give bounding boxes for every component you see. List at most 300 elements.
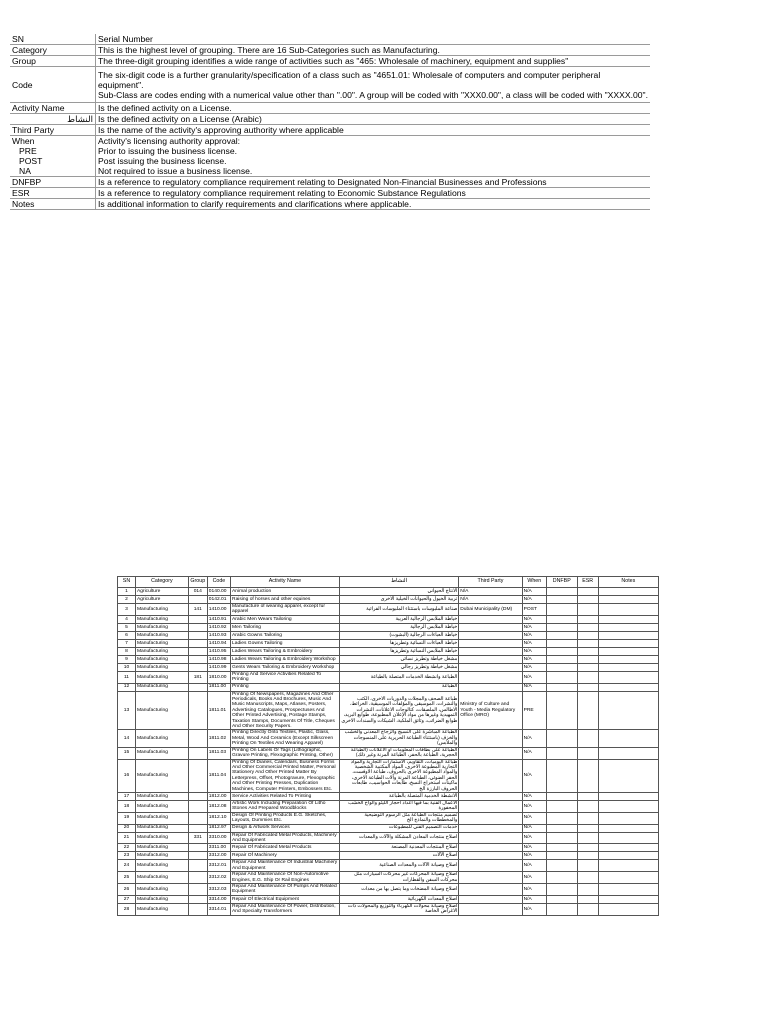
cell-sn: 6 [118,631,136,639]
cell-activity-name-arabic: الطباعة على بطاقات المعلومات أو الاعلانات (الطباعة الحجرية، الطباعة بالحفر، الطباعة المرنة وغير ذلك) [339,747,458,759]
cell-when: N/A [522,824,546,832]
cell-when: PRE [522,691,546,730]
cell-when: N/A [522,800,546,812]
cell-sn: 1 [118,588,136,596]
cell-activity-name-arabic: خياطة العباءات الرجالية (البشوت) [339,631,458,639]
cell-esr [577,800,598,812]
cell-when: POST [522,604,546,616]
table-row [118,655,659,663]
cell-code: 1410.94 [207,639,230,647]
cell-category: Manufacturing [135,895,188,903]
cell-sn: 16 [118,759,136,792]
cell-dnfbp [546,663,577,671]
cell-activity-name-arabic: خياطة الملابس الرجالية العربية [339,615,458,623]
cell-category: Manufacturing [135,663,188,671]
cell-code: 1810.00 [207,671,230,683]
cell-code: 3312.00 [207,852,230,860]
cell-notes [598,903,658,915]
cell-activity-name-arabic: الطباعة المباشرة على النسيج والزجاج المعدني والخشب والخزف (باستثناء الطباعة الحريرية على المنسوجات والملابس) [339,730,458,747]
legend-definition: Is a reference to regulatory compliance requirement relating to Designated Non-Financial Businesses and Professions [96,177,651,188]
cell-dnfbp [546,596,577,604]
cell-activity-name: Design & Artwork Services [231,824,340,832]
cell-third-party [459,832,522,844]
cell-activity-name: Printing Directly Onto Textiles, Plastic, Glass, Metal, Wood And Ceramics (Except Silkscreen Printing On Textiles And Wearing Apparel) [231,730,340,747]
cell-notes [598,860,658,872]
cell-group [188,884,207,896]
cell-activity-name: Printing And Service Activities Related To Printing [231,671,340,683]
cell-when: N/A [522,860,546,872]
cell-sn: 19 [118,812,136,824]
legend-term: PRE [19,146,37,156]
cell-dnfbp [546,852,577,860]
cell-esr [577,844,598,852]
cell-when: N/A [522,832,546,844]
cell-when: N/A [522,647,546,655]
cell-category: Manufacturing [135,623,188,631]
legend-definition-line: Sub-Class are codes ending with a numerical value other than ".00". A group will be coded with "XXX0.00", a class will be coded with "XXXX.00". [98,90,648,100]
cell-esr [577,824,598,832]
cell-category: Manufacturing [135,730,188,747]
table-row [118,671,659,683]
cell-code: 3312.01 [207,860,230,872]
legend-term: النشاط [10,114,96,125]
cell-activity-name: Repair Of Electrical Equipment [231,895,340,903]
legend-definition: Post issuing the business license. [96,156,651,166]
cell-sn: 23 [118,852,136,860]
cell-dnfbp [546,812,577,824]
cell-group [188,800,207,812]
cell-notes [598,730,658,747]
legend-term: Category [10,45,96,56]
cell-sn: 25 [118,872,136,884]
cell-category: Manufacturing [135,903,188,915]
legend-definition: Is the defined activity on a License (Arabic) [96,114,651,125]
cell-activity-name: Printing On Labels Or Tags (Lithographic, Gravure Printing, Flexographic Printing, Other) [231,747,340,759]
cell-esr [577,860,598,872]
table-row [118,884,659,896]
cell-when: N/A [522,844,546,852]
legend-row [10,34,650,45]
cell-activity-name-arabic: صناعة الملبوسات باستثناء الملبوسات الفرائية [339,604,458,616]
cell-esr [577,683,598,691]
cell-group: 014 [188,588,207,596]
cell-sn: 21 [118,832,136,844]
cell-third-party [459,884,522,896]
cell-dnfbp [546,860,577,872]
cell-group [188,655,207,663]
cell-dnfbp [546,824,577,832]
cell-third-party [459,792,522,800]
cell-activity-name: Repair Of Fabricated Metal Products, Machinery And Equipment [231,832,340,844]
cell-group [188,596,207,604]
cell-group [188,812,207,824]
legend-term: DNFBP [10,177,96,188]
cell-dnfbp [546,903,577,915]
cell-activity-name-arabic: اصلاح الآلات [339,852,458,860]
cell-activity-name-arabic: تربية الخيول والحيوانات الخيلية الاخرى [339,596,458,604]
cell-activity-name: Artistic Work Including Preparation Of Litho Stones And Prepared Woodblocks [231,800,340,812]
cell-third-party: N/A [459,596,522,604]
table-row [118,596,659,604]
cell-when: N/A [522,623,546,631]
cell-category: Agriculture [135,588,188,596]
cell-activity-name: Ladies Wears Tailoring & Embroidery Workshop [231,655,340,663]
cell-sn: 11 [118,671,136,683]
cell-category: Manufacturing [135,792,188,800]
cell-group: 331 [188,832,207,844]
legend-term: POST [19,156,43,166]
cell-when: N/A [522,903,546,915]
cell-dnfbp [546,671,577,683]
cell-sn: 26 [118,884,136,896]
cell-esr [577,631,598,639]
cell-sn: 7 [118,639,136,647]
legend-definition: This is the highest level of grouping. There are 16 Sub-Categories such as Manufacturing. [96,45,651,56]
cell-sn: 3 [118,604,136,616]
activities-table [117,576,659,916]
cell-esr [577,691,598,730]
cell-third-party [459,663,522,671]
cell-notes [598,639,658,647]
cell-category: Manufacturing [135,832,188,844]
cell-category: Manufacturing [135,615,188,623]
cell-activity-name: Repair Of Machinery [231,852,340,860]
column-header-sn: SN [118,577,136,588]
cell-activity-name: Repair And Maintenance Of Power, Distribution, And Specialty Transformers [231,903,340,915]
cell-esr [577,604,598,616]
cell-when: N/A [522,671,546,683]
cell-esr [577,747,598,759]
cell-third-party: N/A [459,588,522,596]
cell-esr [577,615,598,623]
table-row [118,832,659,844]
cell-activity-name: Printing [231,683,340,691]
cell-notes [598,604,658,616]
cell-group [188,747,207,759]
column-header-notes: Notes [598,577,658,588]
legend-row [10,166,650,177]
column-header-activity-name: Activity Name [231,577,340,588]
cell-notes [598,596,658,604]
cell-sn: 12 [118,683,136,691]
table-row [118,604,659,616]
cell-notes [598,895,658,903]
table-row [118,691,659,730]
cell-dnfbp [546,800,577,812]
cell-activity-name: Animal production [231,588,340,596]
cell-code: 1410.99 [207,663,230,671]
cell-notes [598,588,658,596]
cell-group [188,852,207,860]
cell-code: 1410.91 [207,615,230,623]
column-header-dnfbp: DNFBP [546,577,577,588]
cell-sn: 20 [118,824,136,832]
cell-activity-name: Repair And Maintenance Of Non-Automotive Engines, E.G. Ship Or Rail Engines [231,872,340,884]
cell-third-party [459,824,522,832]
legend-row [10,188,650,199]
table-row [118,792,659,800]
table-row [118,824,659,832]
cell-group [188,623,207,631]
legend-definition-line: The six-digit code is a further granularity/specification of a class such as "4651.01: Wholesale of computers and computer peripheral equipment". [98,70,601,90]
column-header-category: Category [135,577,188,588]
cell-activity-name-arabic: اصلاح المنتجات المعدنية المصنعة [339,844,458,852]
legend-row [10,56,650,67]
legend-row [10,146,650,156]
cell-sn: 5 [118,623,136,631]
cell-activity-name: Manufacture of wearing apparel, except fur apparel [231,604,340,616]
cell-third-party [459,860,522,872]
cell-activity-name: Repair And Maintenance Of Industrial Machinery And Equipment [231,860,340,872]
cell-when: N/A [522,639,546,647]
cell-esr [577,792,598,800]
cell-category: Manufacturing [135,747,188,759]
cell-dnfbp [546,604,577,616]
cell-activity-name-arabic: اصلاح وصيانة الآلات والمعدات الصناعية [339,860,458,872]
cell-when: N/A [522,759,546,792]
cell-group [188,844,207,852]
cell-third-party [459,671,522,683]
cell-code: 3311.00 [207,844,230,852]
cell-sn: 10 [118,663,136,671]
cell-activity-name: Design Of Printing Products E.G. Sketches, Layouts, Dummies Etc. [231,812,340,824]
cell-notes [598,832,658,844]
cell-notes [598,663,658,671]
cell-sn: 4 [118,615,136,623]
legend-term: Notes [10,199,96,210]
cell-activity-name-arabic: خياطة الملابس الرجالية [339,623,458,631]
cell-sn: 22 [118,844,136,852]
cell-notes [598,691,658,730]
cell-dnfbp [546,844,577,852]
cell-activity-name-arabic: خياطة العباءات النسائية وتطريزها [339,639,458,647]
cell-group [188,631,207,639]
table-row [118,683,659,691]
column-header-third-party: Third Party [459,577,522,588]
cell-activity-name-arabic: تصميم منتجات الطباعة مثل الرسوم التوضيحية والمخططات والنماذج الخ [339,812,458,824]
cell-activity-name: Printing Of Diaries, Calendars, Business Forms And Other Commercial Printed Matter, Personal Stationery And Other Printed Matter By Letterpress, Offset, Photogravure, Flexographic And Other Printing Presses, Duplication Machines, Computer Printers, Embossers Etc. [231,759,340,792]
cell-esr [577,730,598,747]
cell-code: 3310.00 [207,832,230,844]
cell-third-party [459,683,522,691]
cell-group [188,860,207,872]
cell-dnfbp [546,615,577,623]
cell-dnfbp [546,872,577,884]
table-row [118,852,659,860]
cell-esr [577,759,598,792]
cell-third-party: Ministry of Culture and Youth - Media Regulatory Office (MRO) [459,691,522,730]
cell-esr [577,884,598,896]
cell-dnfbp [546,683,577,691]
cell-dnfbp [546,884,577,896]
table-row [118,759,659,792]
legend-definition: Prior to issuing the business license. [96,146,651,156]
legend-term: ESR [10,188,96,199]
cell-dnfbp [546,623,577,631]
cell-notes [598,747,658,759]
cell-esr [577,647,598,655]
cell-sn: 2 [118,596,136,604]
cell-code: 1812.97 [207,824,230,832]
legend-definition: Not required to issue a business license. [96,166,651,177]
cell-code: 1811.01 [207,691,230,730]
cell-sn: 8 [118,647,136,655]
cell-dnfbp [546,655,577,663]
cell-activity-name-arabic: اصلاح منتجات المعادن المشكلة والآلات والمعدات [339,832,458,844]
cell-activity-name: Arabic Gowns Tailoring [231,631,340,639]
cell-code: 1811.03 [207,747,230,759]
cell-sn: 18 [118,800,136,812]
cell-esr [577,895,598,903]
cell-notes [598,615,658,623]
cell-when: N/A [522,588,546,596]
legend-row [10,114,650,125]
table-row [118,812,659,824]
cell-category: Manufacturing [135,824,188,832]
cell-third-party [459,623,522,631]
legend-term: Third Party [10,125,96,136]
table-header-row [118,577,659,588]
cell-dnfbp [546,792,577,800]
cell-category: Manufacturing [135,631,188,639]
cell-code: 3312.03 [207,884,230,896]
table-row [118,623,659,631]
cell-notes [598,792,658,800]
cell-third-party [459,903,522,915]
cell-group [188,759,207,792]
cell-group [188,663,207,671]
cell-activity-name-arabic: الطباعة وانشطة الخدمات المتصلة بالطباعة [339,671,458,683]
table-row [118,844,659,852]
cell-activity-name-arabic: الانتاج الحيواني [339,588,458,596]
cell-code: 1410.00 [207,604,230,616]
cell-activity-name: Repair And Maintenance Of Pumps And Related Equipment [231,884,340,896]
cell-activity-name-arabic: اصلاح وصيانة المضخات وما يتصل بها من معدات [339,884,458,896]
cell-when: N/A [522,872,546,884]
cell-group [188,683,207,691]
cell-notes [598,872,658,884]
legend-term: NA [10,166,96,177]
legend-row [10,177,650,188]
cell-third-party [459,747,522,759]
legend-term: Group [10,56,96,67]
legend-definition: The three-digit grouping identifies a wide range of activities such as "465: Wholesale of machinery, equipment and supplies" [96,56,651,67]
cell-activity-name: Men Tailoring [231,623,340,631]
cell-when: N/A [522,730,546,747]
cell-dnfbp [546,691,577,730]
table-row [118,860,659,872]
table-row [118,800,659,812]
cell-when: N/A [522,663,546,671]
cell-when: N/A [522,655,546,663]
cell-when: N/A [522,812,546,824]
cell-activity-name-arabic: خدمات التصميم الفني للمطبوعات [339,824,458,832]
cell-category: Manufacturing [135,639,188,647]
cell-category: Manufacturing [135,691,188,730]
cell-notes [598,812,658,824]
cell-group [188,691,207,730]
cell-category: Manufacturing [135,759,188,792]
cell-sn: 15 [118,747,136,759]
cell-third-party [459,759,522,792]
cell-sn: 9 [118,655,136,663]
cell-esr [577,623,598,631]
cell-code: 1812.10 [207,812,230,824]
table-row [118,663,659,671]
cell-group [188,647,207,655]
column-header-esr: ESR [577,577,598,588]
legend-row [10,125,650,136]
cell-third-party [459,800,522,812]
table-row [118,895,659,903]
cell-activity-name-arabic: الاعمال الفنية بما فيها اعداد احجار الليثو والواح الخشب المحفورة [339,800,458,812]
cell-group [188,872,207,884]
cell-when: N/A [522,596,546,604]
cell-code: 1811.02 [207,730,230,747]
cell-activity-name-arabic: طباعة اليوميات، التقاويم، الاستمارات التجارية والمواد التجارية المطبوعة الاخرى، المواد المكتبية الشخصية والمواد المطبوعة الاخرى بالحروف، طباعة الاوفست، الحفر الضوئي، الطباعة المرنة وآلات الطباعة الاخرى، ماكينات استخراج النسخ، طابعات الحواسيب، طابعات الحروف البارزة الخ [339,759,458,792]
legend-row [10,199,650,210]
cell-activity-name: Raising of horses and other equines [231,596,340,604]
cell-activity-name-arabic: خياطة الملابس النسائية وتطريزها [339,647,458,655]
cell-when: N/A [522,852,546,860]
legend-definition: Is a reference to regulatory compliance requirement relating to Economic Substance Regulations [96,188,651,199]
cell-category: Manufacturing [135,604,188,616]
cell-activity-name-arabic: مشغل خياطة وتطريز رجالي [339,663,458,671]
cell-code: 3312.02 [207,872,230,884]
cell-dnfbp [546,895,577,903]
cell-third-party [459,631,522,639]
legend-term: Code [10,67,96,103]
legend-row [10,156,650,166]
cell-third-party [459,852,522,860]
cell-activity-name: Printing Of Newspapers, Magazines And Other Periodicals, Books And Brochures, Music And Music Manuscripts, Maps, Atlases, Posters, Advertising Catalogues, Prospectuses And Other Printed Advertising, Postage Stamps, Taxation Stamps, Documents Of Title, Cheques And Other Security Papers. [231,691,340,730]
cell-esr [577,663,598,671]
cell-notes [598,655,658,663]
legend-table [10,34,650,210]
cell-activity-name-arabic: اصلاح المعدات الكهربائية [339,895,458,903]
cell-activity-name: Repair Of Fabricated Metal Products [231,844,340,852]
cell-category: Manufacturing [135,800,188,812]
cell-when: N/A [522,683,546,691]
cell-notes [598,631,658,639]
cell-activity-name: Ladies Gowns Tailoring [231,639,340,647]
cell-dnfbp [546,759,577,792]
cell-notes [598,844,658,852]
cell-notes [598,884,658,896]
cell-when: N/A [522,631,546,639]
legend-definition: Is the defined activity on a License. [96,103,651,114]
cell-sn: 17 [118,792,136,800]
cell-group [188,895,207,903]
cell-third-party [459,730,522,747]
cell-when: N/A [522,792,546,800]
cell-third-party [459,615,522,623]
cell-activity-name: Ladies Wears Tailoring & Embroidery [231,647,340,655]
cell-dnfbp [546,588,577,596]
cell-third-party [459,844,522,852]
cell-group [188,639,207,647]
cell-category: Manufacturing [135,860,188,872]
cell-code: 0140.00 [207,588,230,596]
cell-sn: 28 [118,903,136,915]
cell-esr [577,812,598,824]
cell-esr [577,832,598,844]
table-row [118,639,659,647]
cell-group: 141 [188,604,207,616]
legend-definition: Serial Number [96,34,651,45]
cell-sn: 13 [118,691,136,730]
cell-notes [598,852,658,860]
